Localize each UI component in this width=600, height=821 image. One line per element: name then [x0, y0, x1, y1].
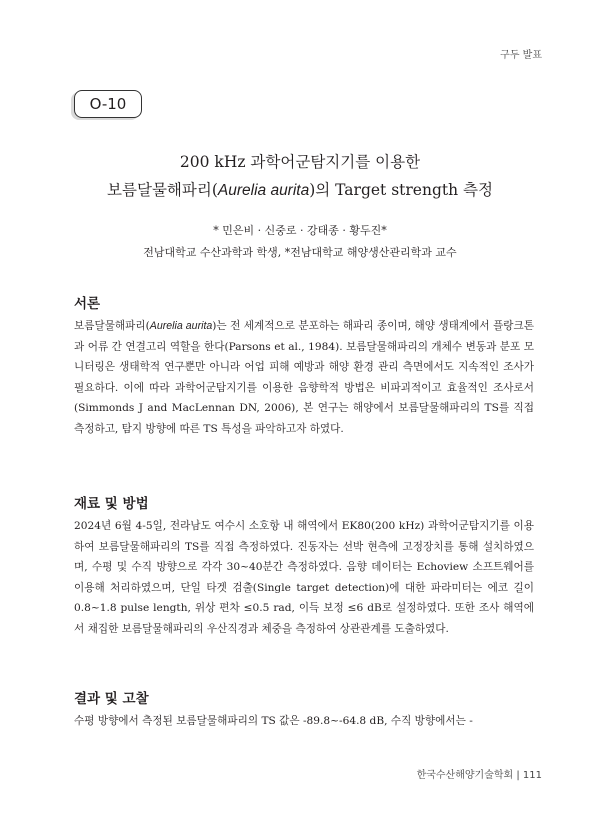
affiliation: 전남대학교 수산과학과 학생, *전남대학교 해양생산관리학과 교수: [143, 246, 457, 259]
heading-results: 결과 및 고찰: [74, 691, 149, 707]
intro-scientific-name: Aurelia aurita: [149, 320, 213, 332]
section-label: 구두 발표: [500, 50, 542, 61]
paragraph-methods: 2024년 6월 4-5일, 전라남도 여수시 소호항 내 해역에서 EK80(200 kHz) 과학어군탐지기를 이용하여 보름달물해파리의 TS를 직접 측정하였다. 진동자는 선박 현측에 고정장치를 통해 설치하였으며, 수평 및 수직 방향으로 각각 30~40분간 측정하였다. 음향 데이터는 Echoview 소프트웨어를 이용해 처리하였으며, 단일 타겟 검출(Single target detection)에 대한 파라미터는 에코 길이 0.8~1.8 pulse length, 위상 편차 ≤0.5 rad, 이득 보정 ≤6 dB로 설정하였다. 또한 조사 해역에서 채집한 보름달물해파리의 우산직경과 체중을 측정하여 상관관계를 도출하였다.: [74, 520, 534, 635]
paragraph-results: 수평 방향에서 측정된 보름달물해파리의 TS 값은 -89.8~-64.8 dB, 수직 방향에서는 -: [74, 715, 473, 727]
page-footer: 한국수산해양기술학회 | 111: [416, 770, 542, 781]
title-scientific-name: Aurelia aurita: [217, 182, 310, 199]
paragraph-introduction: [74, 316, 534, 440]
intro-text-pre: 보름달물해파리(: [74, 320, 150, 332]
paper-title: [40, 148, 560, 205]
heading-methods: 재료 및 방법: [74, 496, 149, 512]
intro-text-post: )는 전 세계적으로 분포하는 해파리 종이며, 해양 생태계에서 플랑크톤과 어류 간 연결고리 역할을 한다(Parsons et al., 1984). 보름달물해파리의 개체수 변동과 분포 모니터링은 생태학적 연구뿐만 아니라 어업 피해 예방과 해양 환경 관리 측면에서도 지속적인 조사가 필요하다. 이에 따라 과학어군탐지기를 이용한 음향학적 방법은 비파괴적이고 효율적인 조사로서(Simmonds J and MacLennan DN, 2006), 본 연구는 해양에서 보름달물해파리의 TS를 직접 측정하고, 탐지 방향에 따른 TS 특성을 파악하고자 하였다.: [74, 320, 534, 435]
heading-introduction: 서론: [74, 296, 101, 312]
authors: * 민은비 · 신중로 · 강태종 · 황두진*: [213, 224, 387, 237]
title-line-2-pre: 보름달물해파리(: [107, 181, 218, 199]
presentation-code-badge: O-10: [74, 90, 142, 118]
title-line-1: 200 kHz 과학어군탐지기를 이용한: [179, 153, 421, 171]
title-line-2: [40, 176, 560, 205]
title-line-2-post: )의 Target strength 측정: [309, 181, 493, 199]
